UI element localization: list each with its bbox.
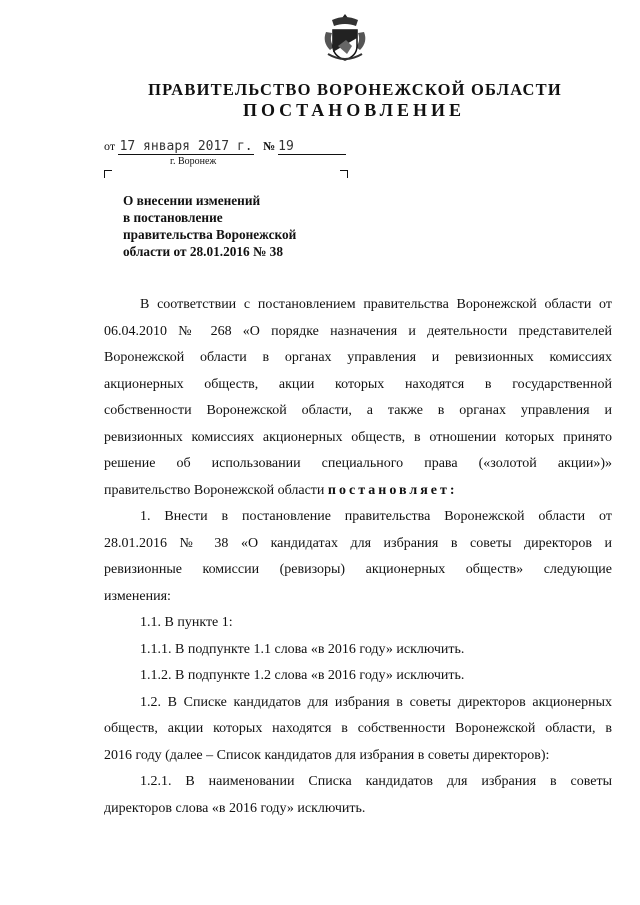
body-line: обществ, акции которых находятся в собственности Воронежской области, в [104,721,612,736]
body-line: 1. Внести в постановление правительства Воронежской области от [140,509,612,524]
body-line: 06.04.2010 № 268 «О порядке назначения и деятельности представителей [104,323,612,339]
subject-line: области от 28.01.2016 № 38 [123,244,283,259]
date-prefix: от [104,139,116,153]
item-1-2: 1.2. В Списке кандидатов для избрания в советы директоров акционерных [140,694,612,710]
date-field [118,139,254,155]
body-line: 2016 году (далее – Список кандидатов для избрания в советы директоров): [104,747,550,763]
subject-line: О внесении изменений [123,193,261,208]
body-line: ревизионные комиссии (ревизоры) акционерных обществ» следующие [104,562,612,577]
item-1-1-1: 1.1.1. В подпункте 1.1 слова «в 2016 году» исключить. [140,641,465,657]
number-value: 19 [278,139,294,154]
number-label: № [263,139,276,153]
item-1-2-1: 1.2.1. В наименовании Списка кандидатов для избрания в советы [140,774,612,789]
body-line: ревизионных комиссиях акционерных обществ, в отношении которых принято [104,429,612,445]
city-label: г. Воронеж [170,156,217,167]
organization-title: ПРАВИТЕЛЬСТВО ВОРОНЕЖСКОЙ ОБЛАСТИ [148,80,562,99]
body-line: собственности Воронежской области, а также в органах управления и [104,403,612,418]
subject-block [123,192,343,260]
corner-mark-left [104,170,112,178]
item-1-1: 1.1. В пункте 1: [140,615,233,630]
decree-verb: постановляет: [327,482,458,498]
body-line: акционерных обществ, акции которых находятся в государственной [104,376,612,392]
date-value: 17 января 2017 г. [119,139,253,154]
body-line: изменения: [104,588,171,604]
body-line: решение об использовании специального права («золотой акции»)» [104,456,612,471]
decree-subject: правительство Воронежской области [104,482,325,498]
body-line [104,478,612,505]
subject-line: в постановление [123,210,223,225]
body-line: 28.01.2016 № 38 «О кандидатах для избрания в советы директоров и [104,535,612,551]
body-line: В соответствии с постановлением правительства Воронежской области от [140,297,612,312]
document-type: ПОСТАНОВЛЕНИЕ [242,100,466,120]
number-field [278,139,346,155]
subject-line: правительства Воронежской [123,227,297,242]
voronezh-coat-of-arms-icon [322,10,368,68]
body-line: Воронежской области в органах управления и ревизионных комиссиях [104,350,612,365]
document-body [104,292,612,822]
corner-mark-right [340,170,348,178]
date-number-line [104,139,346,155]
body-line: директоров слова «в 2016 году» исключить. [104,800,366,816]
item-1-1-2: 1.1.2. В подпункте 1.2 слова «в 2016 году» исключить. [140,668,465,683]
